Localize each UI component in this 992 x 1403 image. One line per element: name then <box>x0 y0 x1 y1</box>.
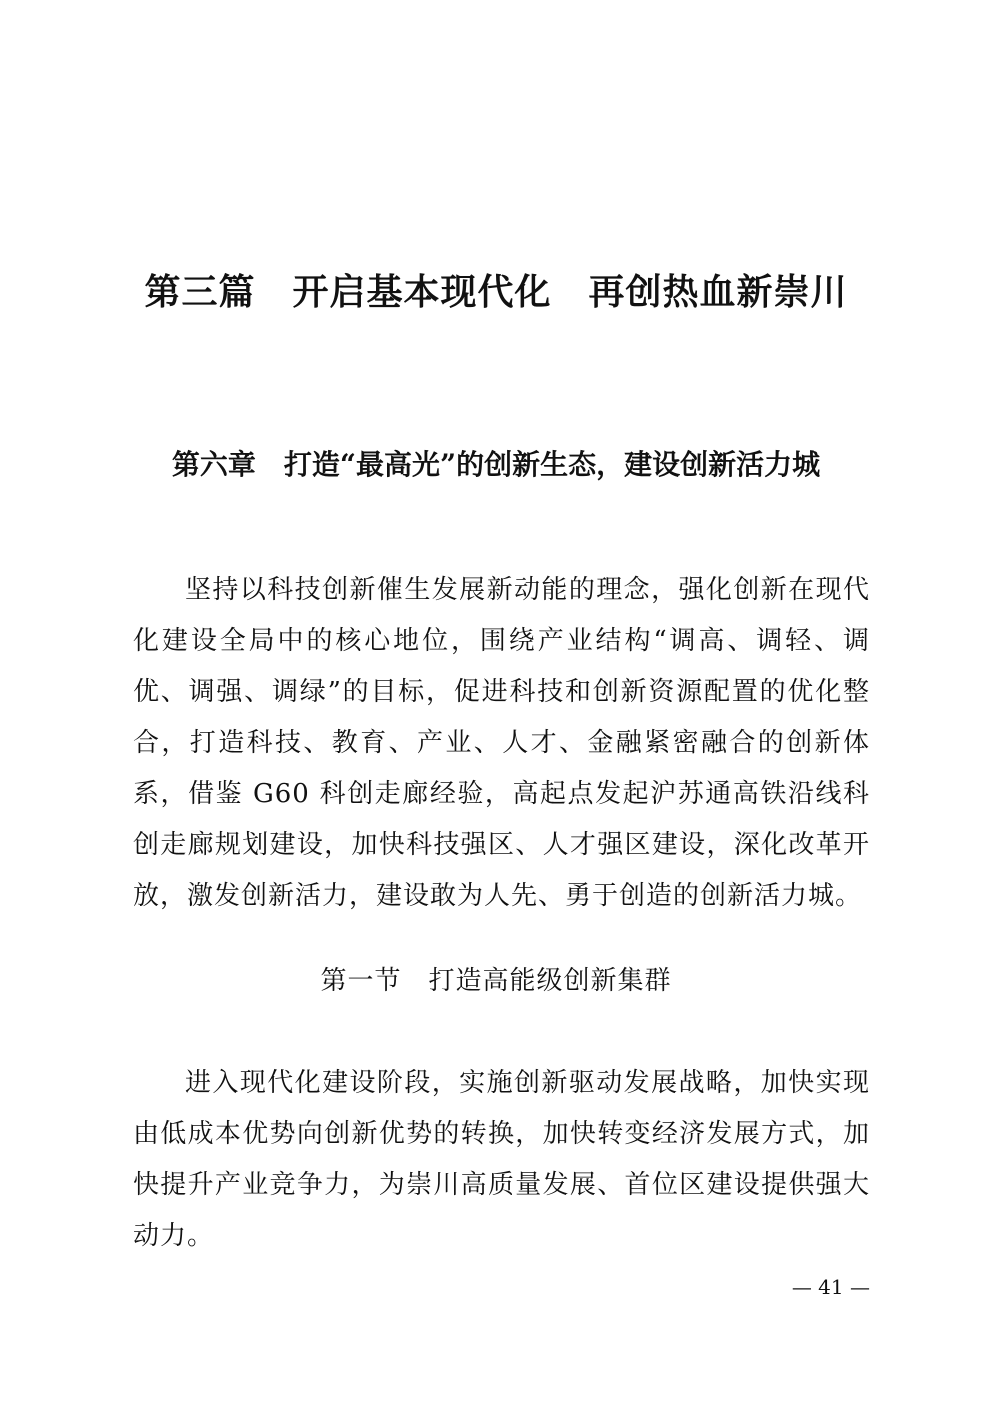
chapter-title: 第六章 打造“最高光”的创新生态，建设创新活力城 <box>171 448 821 481</box>
section-title: 第一节 打造高能级创新集群 <box>320 966 672 996</box>
body-paragraph-1: 坚持以科技创新催生发展新动能的理念，强化创新在现代化建设全局中的核心地位，围绕产业结构“调高、调轻、调优、调强、调绿”的目标，促进科技和创新资源配置的优化整合，打造科技、教育、产业、人才、金融紧密融合的创新体系，借鉴 G60 科创走廊经验，高起点发起沪苏通高铁沿线科创走廊规划建设，加快科技强区、人才强区建设，深化改革开放，激发创新活力，建设敢为人先、勇于创造的创新活力城。 <box>133 575 870 911</box>
page-number: — 41 — <box>791 1275 870 1299</box>
part-title: 第三篇 开启基本现代化 再创热血新崇川 <box>144 271 848 313</box>
body-paragraph-2: 进入现代化建设阶段，实施创新驱动发展战略，加快实现由低成本优势向创新优势的转换，加快转变经济发展方式，加快提升产业竞争力，为崇川高质量发展、首位区建设提供强大动力。 <box>133 1068 870 1251</box>
